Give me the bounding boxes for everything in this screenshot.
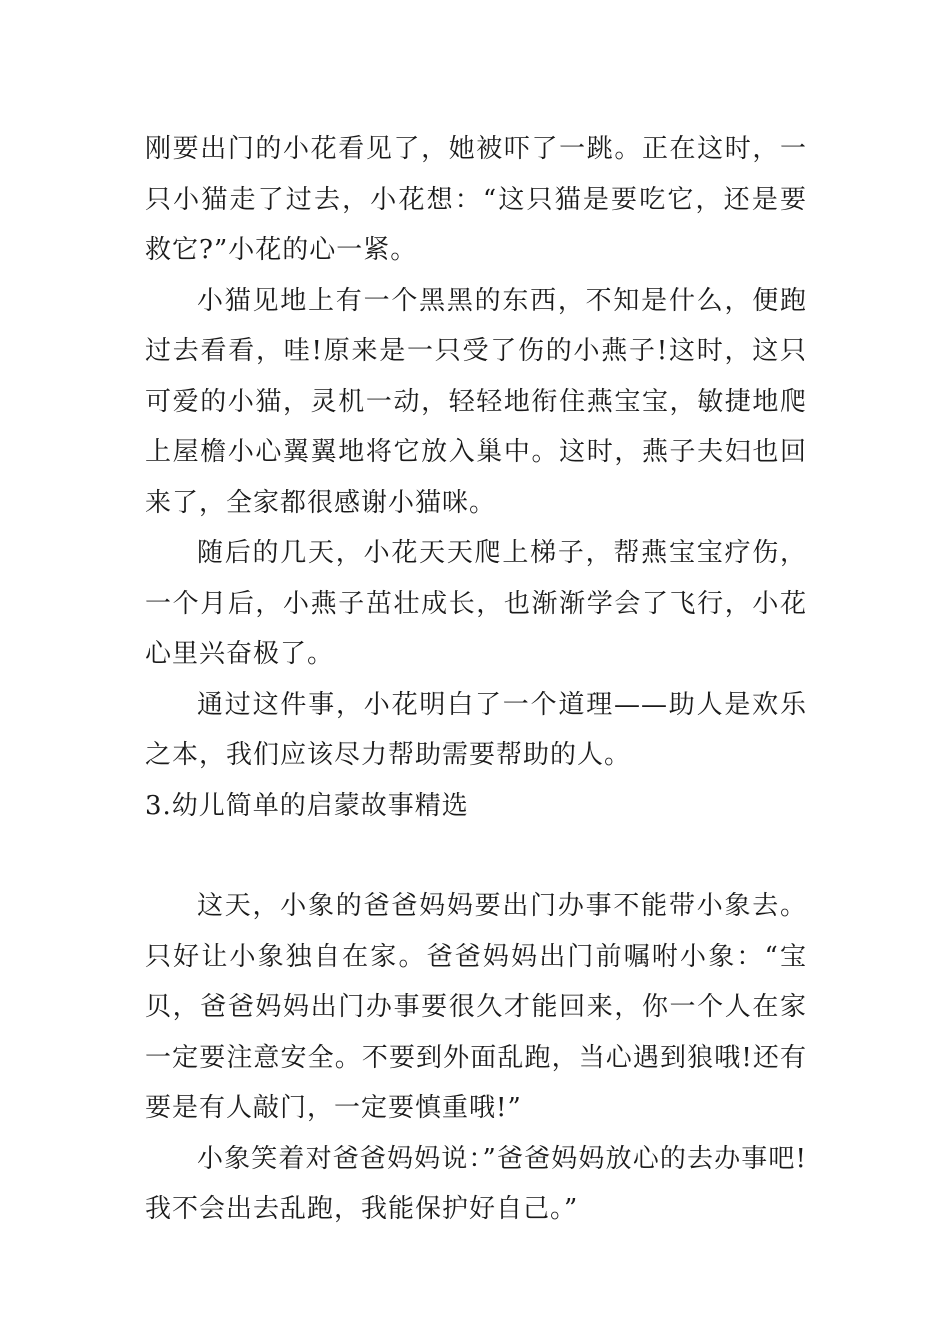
story-paragraph: 随后的几天，小花天天爬上梯子，帮燕宝宝疗伤，一个月后，小燕子茁壮成长，也渐渐学会了飞行，小花心里兴奋极了。 — [145, 538, 807, 669]
story-paragraph: 小猫见地上有一个黑黑的东西，不知是什么，便跑过去看看，哇!原来是一只受了伤的小燕子!这时，这只可爱的小猫，灵机一动，轻轻地衔住燕宝宝，敏捷地爬上屋檐小心翼翼地将它放入巢中。这时，燕子夫妇也回来了，全家都很感谢小猫咪。 — [145, 285, 807, 518]
story-paragraph: 小象笑着对爸爸妈妈说：”爸爸妈妈放心的去办事吧!我不会出去乱跑，我能保护好自己。” — [145, 1143, 807, 1224]
section-heading: 3.幼儿简单的启蒙故事精选 — [145, 790, 469, 821]
story-paragraph: 刚要出门的小花看见了，她被吓了一跳。正在这时，一只小猫走了过去，小花想：“这只猫是要吃它，还是要救它?”小花的心一紧。 — [145, 134, 807, 265]
document-body — [145, 124, 807, 1235]
story-paragraph: 通过这件事，小花明白了一个道理——助人是欢乐之本，我们应该尽力帮助需要帮助的人。 — [145, 689, 807, 770]
story-paragraph: 这天，小象的爸爸妈妈要出门办事不能带小象去。只好让小象独自在家。爸爸妈妈出门前嘱咐小象：“宝贝，爸爸妈妈出门办事要很久才能回来，你一个人在家一定要注意安全。不要到外面乱跑，当心遇到狼哦!还有要是有人敲门，一定要慎重哦!” — [145, 891, 807, 1123]
